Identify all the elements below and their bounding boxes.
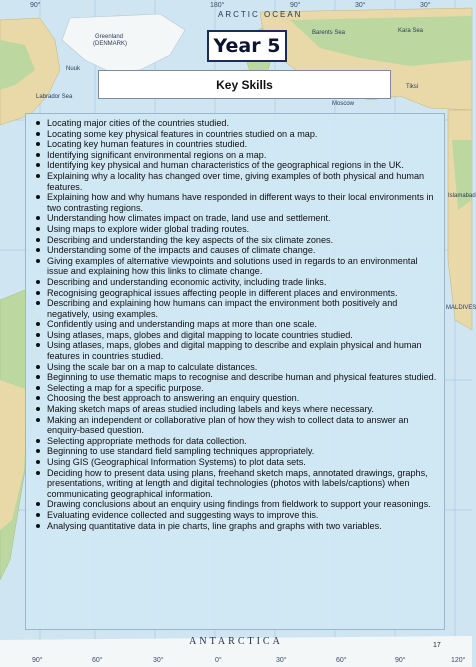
bullet-icon	[36, 121, 40, 125]
bullet-icon	[36, 291, 40, 295]
skill-list-item	[36, 383, 438, 394]
skill-text: Using maps to explore wider global trading routes.	[47, 223, 250, 234]
top-tick: 180°	[210, 2, 225, 9]
bullet-icon	[36, 439, 40, 443]
skill-list-item	[36, 521, 438, 532]
skill-list-item	[36, 160, 438, 171]
skill-text: Using atlases, maps, globes and digital mapping to locate countries studied.	[47, 329, 353, 340]
skill-list-item	[36, 245, 438, 256]
bullet-icon	[36, 216, 40, 220]
skill-list-item	[36, 150, 438, 161]
map-place-label: Nuuk	[66, 66, 81, 72]
bullet-icon	[36, 375, 40, 379]
skill-text: Using atlases, maps, globes and digital mapping to describe and explain physical and human features in countries studied.	[47, 340, 422, 362]
skill-text: Deciding how to present data using plans, freehand sketch maps, annotated drawings, graphs, presentations, writing at length and digital technologies (photos with labels/captions) when communicating geographical information.	[47, 467, 428, 499]
bullet-icon	[36, 396, 40, 400]
bullet-icon	[36, 471, 40, 475]
skill-list-item	[36, 330, 438, 341]
year-title-box	[207, 30, 287, 62]
skill-list-item	[36, 436, 438, 447]
skill-text: Confidently using and understanding maps at more than one scale.	[47, 319, 317, 330]
skill-list-item	[36, 277, 438, 288]
skill-text: Explaining how and why humans have responded in different ways to their local environments in two contrasting regions.	[47, 192, 434, 213]
bullet-icon	[36, 248, 40, 252]
map-place-label: (DENMARK)	[93, 41, 127, 47]
map-place-label: MALDIVES	[446, 305, 476, 311]
top-tick: 30°	[420, 2, 431, 9]
skill-list-item	[36, 510, 438, 521]
bullet-icon	[36, 322, 40, 326]
skill-text: Understanding some of the impacts and causes of climate change.	[47, 245, 316, 256]
skill-list-item	[36, 192, 438, 213]
skill-text: Locating key human features in countries studied.	[47, 139, 248, 150]
skill-list-item	[36, 372, 438, 383]
top-tick: 30°	[355, 2, 366, 9]
arctic-ocean-label: ARCTIC OCEAN	[218, 10, 303, 19]
skill-text: Using GIS (Geographical Information Systems) to plot data sets.	[47, 457, 306, 467]
skill-text: Making an independent or collaborative plan of how they wish to collect data to answer an enquiry-based question.	[47, 414, 409, 436]
page-title: Year 5	[213, 35, 281, 57]
top-tick: 90°	[290, 2, 301, 9]
bottom-tick: 30°	[276, 657, 287, 664]
bottom-tick: 90°	[395, 657, 406, 664]
skill-list-item	[36, 446, 438, 457]
key-skills-header-box	[98, 70, 391, 99]
map-place-label: Moscow	[332, 101, 355, 107]
skill-list-item	[36, 457, 438, 468]
skill-text: Using the scale bar on a map to calculate distances.	[47, 361, 258, 372]
skill-list-item	[36, 118, 438, 129]
bullet-icon	[36, 227, 40, 231]
skill-text: Locating some key physical features in countries studied on a map.	[47, 128, 318, 139]
skill-list-item	[36, 393, 438, 404]
skill-list-item	[36, 499, 438, 510]
bottom-tick: 60°	[336, 657, 347, 664]
map-place-label: Kara Sea	[398, 28, 424, 34]
key-skills-list	[36, 118, 438, 531]
bullet-icon	[36, 301, 40, 305]
bullet-icon	[36, 333, 40, 337]
skill-list-item	[36, 298, 438, 319]
section-title: Key Skills	[216, 77, 273, 92]
bottom-tick: 90°	[32, 657, 43, 664]
bullet-icon	[36, 460, 40, 464]
bullet-icon	[36, 407, 40, 411]
page-number: 17	[433, 642, 441, 649]
map-place-label: Tiksi	[406, 84, 419, 90]
skill-text: Recognising geographical issues affecting people in different places and environments.	[47, 287, 398, 298]
bullet-icon	[36, 153, 40, 157]
bullet-icon	[36, 449, 40, 453]
skill-list-item	[36, 129, 438, 140]
bullet-icon	[36, 365, 40, 369]
skill-text: Understanding how climates impact on trade, land use and settlement.	[47, 213, 331, 224]
bottom-tick: 30°	[153, 657, 164, 664]
skill-list-item	[36, 213, 438, 224]
skill-text: Choosing the best approach to answering an enquiry question.	[47, 393, 300, 404]
skill-text: Analysing quantitative data in pie charts, line graphs and graphs with two variables.	[47, 520, 382, 531]
skill-text: Identifying key physical and human characteristics of the geographical regions in the UK.	[47, 160, 404, 171]
skill-list-item	[36, 171, 438, 192]
bullet-icon	[36, 343, 40, 347]
skill-list-item	[36, 224, 438, 235]
skill-text: Describing and understanding economic activity, including trade links.	[47, 276, 327, 287]
key-skills-panel	[25, 113, 445, 630]
skill-text: Making sketch maps of areas studied including labels and keys where necessary.	[47, 404, 374, 415]
bottom-longitude-ticks	[0, 655, 472, 667]
bullet-icon	[36, 238, 40, 242]
skill-list-item	[36, 288, 438, 299]
skill-text: Selecting appropriate methods for data collection.	[47, 435, 247, 446]
bullet-icon	[36, 386, 40, 390]
skill-list-item	[36, 340, 438, 361]
bottom-tick: 120°	[451, 657, 466, 664]
bullet-icon	[36, 524, 40, 528]
map-place-label: Labrador Sea	[36, 94, 73, 100]
bullet-icon	[36, 174, 40, 178]
skill-list-item	[36, 415, 438, 436]
skill-text: Giving examples of alternative viewpoints and solutions used in regards to an environmental issue and explaining how this links to climate change.	[47, 255, 418, 277]
skill-text: Drawing conclusions about an enquiry using findings from fieldwork to support your reasonings.	[47, 499, 431, 510]
map-place-label: Greenland	[95, 34, 124, 40]
bullet-icon	[36, 502, 40, 506]
bullet-icon	[36, 163, 40, 167]
skill-text: Explaining why a locality has changed over time, giving examples of both physical and human features.	[47, 170, 425, 192]
skill-text: Beginning to use standard field sampling techniques appropriately.	[47, 446, 315, 457]
skill-list-item	[36, 256, 438, 277]
skill-list-item	[36, 319, 438, 330]
bullet-icon	[36, 259, 40, 263]
skill-text: Selecting a map for a specific purpose.	[47, 382, 204, 393]
skill-text: Identifying significant environmental regions on a map.	[47, 149, 267, 160]
top-tick: 90°	[30, 2, 41, 9]
skill-text: Evaluating evidence collected and suggesting ways to improve this.	[47, 509, 319, 520]
bullet-icon	[36, 280, 40, 284]
skill-list-item	[36, 235, 438, 246]
antarctica-label: ANTARCTICA	[189, 636, 283, 647]
bullet-icon	[36, 142, 40, 146]
skill-text: Beginning to use thematic maps to recognise and describe human and physical features studied.	[47, 372, 437, 383]
map-place-label: Barents Sea	[312, 30, 346, 36]
skill-text: Describing and understanding the key aspects of the six climate zones.	[47, 234, 334, 245]
skill-list-item	[36, 468, 438, 500]
bullet-icon	[36, 513, 40, 517]
bullet-icon	[36, 195, 40, 199]
bullet-icon	[36, 132, 40, 136]
skill-list-item	[36, 404, 438, 415]
bullet-icon	[36, 418, 40, 422]
skill-list-item	[36, 139, 438, 150]
map-place-label: Islamabad	[448, 193, 476, 199]
skill-text: Describing and explaining how humans can impact the environment both positively and negatively, using examples.	[47, 298, 398, 319]
skill-text: Locating major cities of the countries studied.	[47, 118, 229, 128]
bottom-tick: 0°	[215, 657, 222, 664]
skill-list-item	[36, 362, 438, 373]
bottom-tick: 60°	[92, 657, 103, 664]
